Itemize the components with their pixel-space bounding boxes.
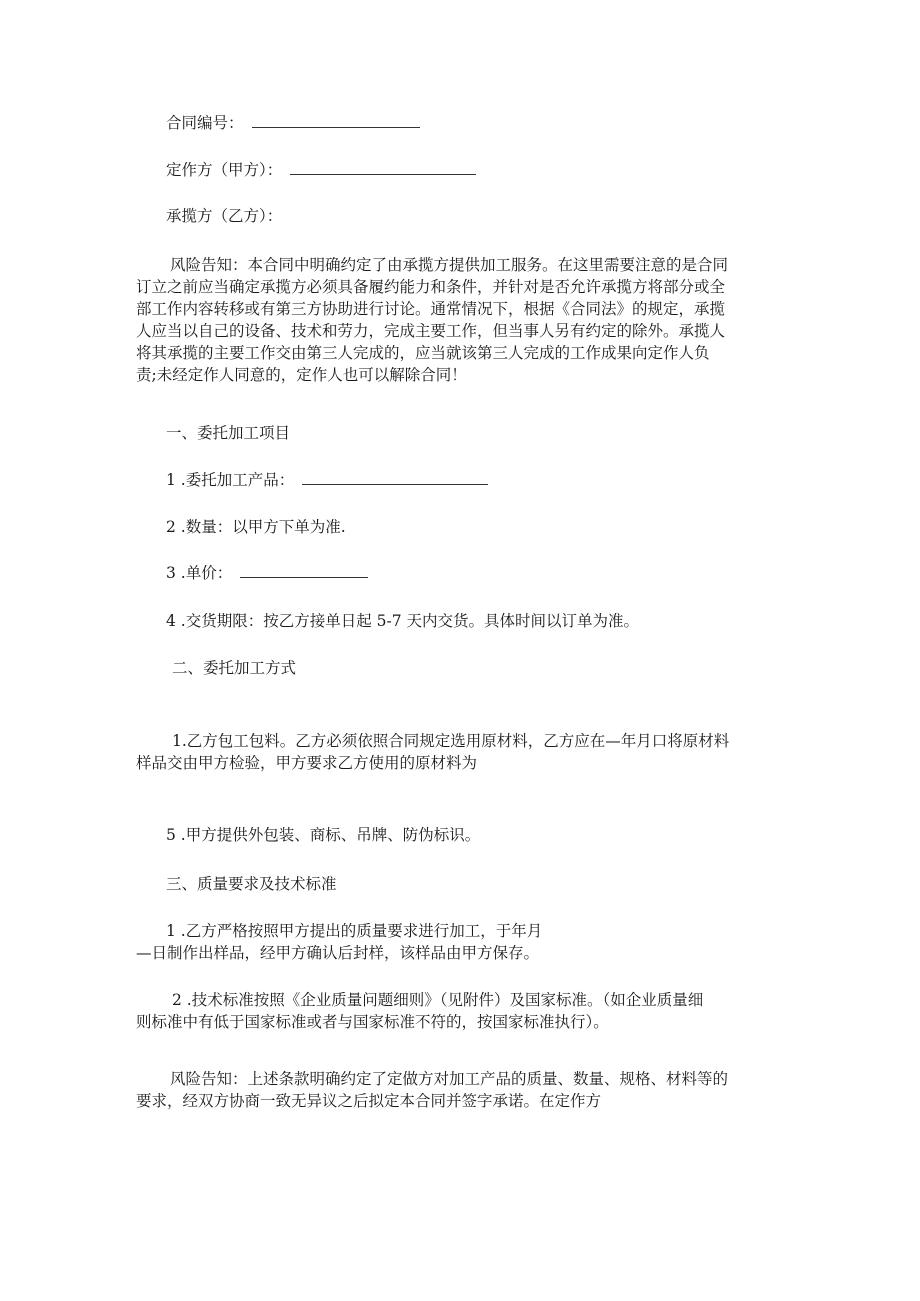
risk-notice-1-line: 将其承揽的主要工作交由第三人完成的，应当就该第三人完成的工作成果向定作人负 <box>136 344 710 362</box>
risk-notice-2 <box>136 1068 784 1112</box>
section-3-item-2-line: 则标准中有低于国家标准或者与国家标准不符的，按国家标准执行）。 <box>136 1013 609 1031</box>
item-1-label: 1 .委托加工产品： <box>166 471 295 489</box>
risk-notice-2-line: 风险告知：上述条款明确约定了定做方对加工产品的质量、数量、规格、材料等的 <box>170 1070 729 1088</box>
party-a-label: 定作方（甲方）： <box>166 161 283 179</box>
party-a-field <box>166 160 476 180</box>
section-3-item-2-line: 2 .技术标准按照《企业质量问题细则》（见附件）及国家标准。（如企业质量细 <box>172 991 704 1009</box>
section-3-item-1-line: 1 .乙方严格按照甲方提出的质量要求进行加工，于年月 <box>166 922 543 940</box>
section-1-item-1 <box>166 470 488 490</box>
section-3-title: 三、质量要求及技术标准 <box>166 875 337 893</box>
risk-notice-1 <box>136 254 784 386</box>
section-3-item-2 <box>136 989 784 1033</box>
contract-number-field <box>166 113 420 133</box>
risk-notice-1-line: 人应当以自己的设备、技术和劳力，完成主要工作，但当事人另有约定的除外。承揽人 <box>136 322 726 340</box>
risk-notice-1-line: 部工作内容转移或有第三方协助进行讨论。通常情况下，根据《合同法》的规定，承揽 <box>136 300 726 318</box>
section-3-item-1-line: —日制作出样品，经甲方确认后封样，该样品由甲方保存。 <box>136 944 540 962</box>
section-2-line: 样品交由甲方检验，甲方要求乙方使用的原材料为 <box>136 754 478 772</box>
item-3-label: 3 .单价： <box>166 564 233 582</box>
product-blank <box>302 470 488 485</box>
party-a-blank <box>290 160 476 175</box>
contract-number-label: 合同编号： <box>166 114 244 132</box>
section-1-item-3 <box>166 563 368 583</box>
section-2-title: 二、委托加工方式 <box>172 659 297 677</box>
section-1-item-4: 4 .交货期限：按乙方接单日起 5-7 天内交货。具体时间以订单为准。 <box>166 612 640 630</box>
risk-notice-2-line: 要求，经双方协商一致无异议之后拟定本合同并签字承诺。在定作方 <box>136 1092 602 1110</box>
unit-price-blank <box>240 563 368 578</box>
section-3-item-1 <box>136 920 784 964</box>
section-2-item-5: 5 .甲方提供外包装、商标、吊牌、防伪标识。 <box>166 826 481 844</box>
section-2-paragraph <box>136 730 784 774</box>
risk-notice-1-line: 风险告知：本合同中明确约定了由承揽方提供加工服务。在这里需要注意的是合同 <box>170 256 729 274</box>
contract-number-blank <box>252 113 420 128</box>
section-1-title: 一、委托加工项目 <box>166 424 291 442</box>
risk-notice-1-line: 订立之前应当确定承揽方必须具备履约能力和条件，并针对是否允许承揽方将部分或全 <box>136 278 726 296</box>
party-b-label: 承揽方（乙方）： <box>166 207 283 225</box>
section-2-line: 1.乙方包工包料。乙方必须依照合同规定选用原材料，乙方应在—年月口将原材料 <box>172 732 730 750</box>
party-b-field <box>166 206 282 226</box>
section-1-item-2: 2 .数量：以甲方下单为准. <box>166 518 346 536</box>
risk-notice-1-line: 责;未经定作人同意的，定作人也可以解除合同！ <box>136 366 467 384</box>
